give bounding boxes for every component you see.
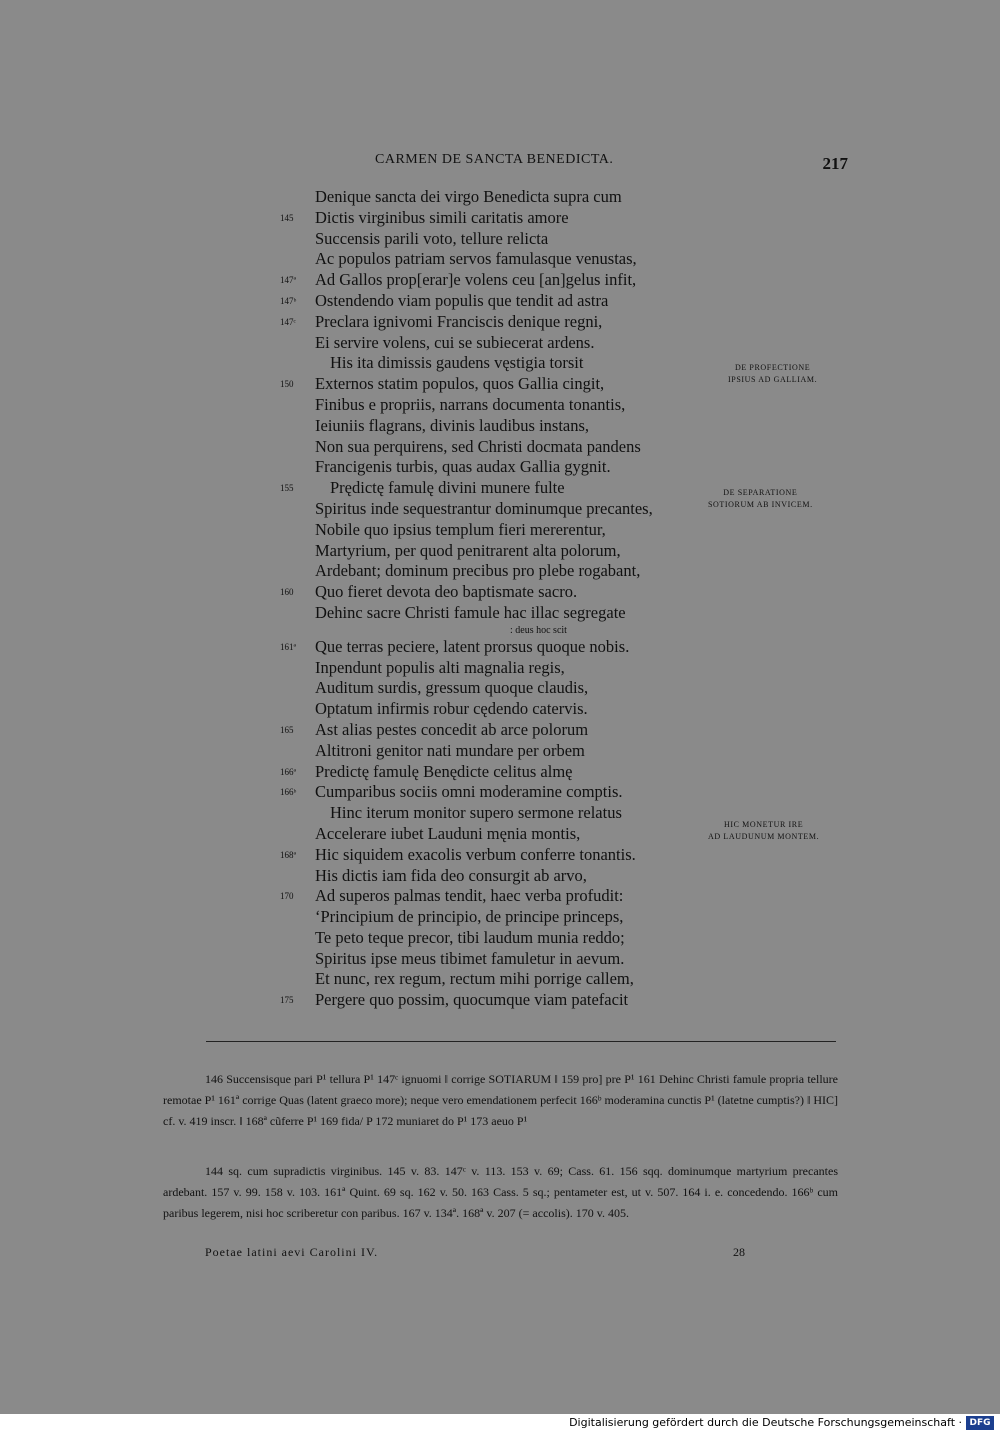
verse-line <box>280 845 710 866</box>
verse-line <box>280 624 710 637</box>
verse-number: 166ª <box>280 766 296 777</box>
verse-line <box>280 291 710 312</box>
verse-line <box>280 969 710 990</box>
critical-apparatus <box>163 1069 838 1132</box>
verse-number: 165 <box>280 724 294 735</box>
verse-number: 155 <box>280 483 294 494</box>
verse-line <box>280 249 710 270</box>
verse-text: Ad superos palmas tendit, haec verba profudit: <box>315 886 624 906</box>
side-note-line: IPSIUS AD GALLIAM. <box>728 375 818 384</box>
verse-text: Ardebant; dominum precibus pro plebe rogabant, <box>315 561 641 581</box>
verse-line <box>280 457 710 478</box>
verse-text: Ostendendo viam populis que tendit ad astra <box>315 290 609 310</box>
verse-line <box>280 353 710 374</box>
verse-line <box>280 333 710 354</box>
side-note-laudunum <box>708 819 819 843</box>
verse-number: 147ᶜ <box>280 316 296 327</box>
verse-text: Dehinc sacre Christi famule hac illac segregate <box>315 602 626 622</box>
verse-line <box>280 395 710 416</box>
verse-text: Spiritus inde sequestrantur dominumque precantes, <box>315 498 653 518</box>
verse-line <box>280 541 710 562</box>
verse-line <box>280 520 710 541</box>
side-note-line: DE SEPARATIONE <box>723 488 798 497</box>
verse-text: Quo fieret devota deo baptismate sacro. <box>315 582 578 602</box>
side-note-line: DE PROFECTIONE <box>734 363 811 372</box>
verse-number: 170 <box>280 891 294 902</box>
verse-line <box>280 187 710 208</box>
verse-text: Inpendunt populis alti magnalia regis, <box>315 657 565 677</box>
footnote-divider <box>206 1041 836 1042</box>
verse-text: Predictę famulę Benędicte celitus almę <box>315 761 573 781</box>
verse-text: Et nunc, rex regum, rectum mihi porrige callem, <box>315 969 634 989</box>
side-note-line: HIC MONETUR IRE <box>723 820 804 829</box>
verse-line <box>280 603 710 624</box>
verse-text: Non sua perquirens, sed Christi docmata pandens <box>315 436 641 456</box>
verse-text: Te peto teque precor, tibi laudum munia reddo; <box>315 927 625 947</box>
side-note-separatione <box>708 487 813 511</box>
source-notes <box>163 1161 838 1224</box>
verse-line <box>280 741 710 762</box>
verse-line <box>280 561 710 582</box>
verse-text: Que terras peciere, latent prorsus quoque nobis. <box>315 636 630 656</box>
verse-line <box>280 208 710 229</box>
page-number: 217 <box>822 154 848 173</box>
verse-line <box>280 886 710 907</box>
signature-number: 28 <box>733 1245 745 1259</box>
verse-line <box>280 824 710 845</box>
verse-line <box>280 437 710 458</box>
verse-text: Hinc iterum monitor supero sermone relatus <box>330 803 622 823</box>
verse-line <box>280 782 710 803</box>
verse-text: Martyrium, per quod penitrarent alta polorum, <box>315 540 621 560</box>
verse-line <box>280 416 710 437</box>
verse-text: Nobile quo ipsius templum fieri mererentur, <box>315 519 606 539</box>
verse-number: 150 <box>280 379 294 390</box>
verse-number: 147ª <box>280 275 296 286</box>
verse-text: Pergere quo possim, quocumque viam patefacit <box>315 990 629 1010</box>
verse-line <box>280 803 710 824</box>
verse-line <box>280 499 710 520</box>
verse-text: Spiritus ipse meus tibimet famuletur in aevum. <box>315 948 625 968</box>
verse-number: 160 <box>280 587 294 598</box>
sources-text: 144 sq. cum supradictis virginibus. 145 v. 83. 147ᶜ v. 113. 153 v. 69; Cass. 61. 156 sqq. dominumque martyrium precantes ardebant. 157 v. 99. 158 v. 103. 161ª Quint. 69 sq. 162 v. 50. 163 Cass. 5 sq.; pentameter est, ut v. 507. 164 i. e. concedendo. 166ᵇ cum paribus legerem, nisi hoc scriberetur con paribus. 167 v. 134ª. 168ª v. 207 (= accolis). 170 v. 405. <box>163 1164 838 1220</box>
verse-line <box>280 582 710 603</box>
verse-block <box>280 187 710 1011</box>
side-note-profectione <box>728 362 817 386</box>
verse-text: Externos statim populos, quos Gallia cingit, <box>315 374 605 394</box>
verse-number: 161ª <box>280 641 296 652</box>
verse-number: 175 <box>280 995 294 1006</box>
signature-line: Poetae latini aevi Carolini IV. <box>205 1245 379 1259</box>
verse-text: Succensis parili voto, tellure relicta <box>315 228 549 248</box>
funding-notice[interactable]: Digitalisierung gefördert durch die Deutsche Forschungsgemeinschaft · <box>569 1416 962 1429</box>
verse-text: Ad Gallos prop[erar]e volens ceu [an]gelus infit, <box>315 270 637 290</box>
footer-bar <box>0 1414 1000 1434</box>
verse-text: Accelerare iubet Lauduni męnia montis, <box>315 823 581 843</box>
dfg-logo-icon[interactable]: DFG <box>966 1416 994 1430</box>
running-title: CARMEN DE SANCTA BENEDICTA. <box>375 152 614 167</box>
verse-text: Ei servire volens, cui se subiecerat ardens. <box>315 332 595 352</box>
verse-text: Prędictę famulę divini munere fulte <box>330 478 565 498</box>
apparatus-text: 146 Succensisque pari P¹ tellura P¹ 147ᶜ ignuomi ‖ corrige SOTIARUM ‖ 159 pro] pre P¹ 161 Dehinc Christi famule propria tellure remotae P¹ 161ª corrige Quas (latent graeco more); neque vero emendationem perfecit 166ᵇ moderamina cunctis P¹ (latetne cumptis?) ‖ HIC] cf. v. 419 inscr. ‖ 168ª cũferre P¹ 169 fida/ P 172 muniaret do P¹ 173 aeuo P¹ <box>163 1072 839 1128</box>
verse-line <box>280 229 710 250</box>
verse-line <box>280 762 710 783</box>
verse-text: Dictis virginibus simili caritatis amore <box>315 207 569 227</box>
verse-line <box>280 658 710 679</box>
verse-text: Optatum infirmis robur cędendo catervis. <box>315 699 588 719</box>
verse-line <box>280 720 710 741</box>
verse-number: 147ᵇ <box>280 295 297 306</box>
verse-line <box>280 866 710 887</box>
verse-text: Ieiuniis flagrans, divinis laudibus instans, <box>315 415 590 435</box>
verse-text: His dictis iam fida deo consurgit ab arvo, <box>315 865 587 885</box>
verse-text: Preclara ignivomi Franciscis denique regni, <box>315 311 603 331</box>
verse-text: Finibus e propriis, narrans documenta tonantis, <box>315 394 626 414</box>
verse-line <box>280 678 710 699</box>
verse-line <box>280 312 710 333</box>
verse-text: Altitroni genitor nati mundare per orbem <box>315 740 585 760</box>
verse-line <box>280 699 710 720</box>
side-note-line: SOTIORUM AB INVICEM. <box>708 500 813 509</box>
verse-line <box>280 637 710 658</box>
verse-line <box>280 949 710 970</box>
verse-text: Denique sancta dei virgo Benedicta supra cum <box>315 187 622 206</box>
verse-number: 145 <box>280 212 294 223</box>
verse-number: 166ᵇ <box>280 787 297 798</box>
verse-line <box>280 478 710 499</box>
verse-text: ‘Principium de principio, de principe princeps, <box>315 907 624 927</box>
verse-number: 168ª <box>280 849 296 860</box>
verse-text: Hic siquidem exacolis verbum conferre tonantis. <box>315 844 636 864</box>
verse-line <box>280 374 710 395</box>
verse-line <box>280 990 710 1011</box>
verse-text: His ita dimissis gaudens vęstigia torsit <box>330 353 584 373</box>
interlinear-gloss: : deus hoc scit <box>510 624 567 636</box>
verse-line <box>280 928 710 949</box>
side-note-line: AD LAUDUNUM MONTEM. <box>708 832 820 841</box>
verse-line <box>280 907 710 928</box>
verse-line <box>280 270 710 291</box>
verse-text: Francigenis turbis, quas audax Gallia gygnit. <box>315 457 611 477</box>
verse-text: Cumparibus sociis omni moderamine comptis. <box>315 782 623 802</box>
verse-text: Auditum surdis, gressum quoque claudis, <box>315 678 589 698</box>
verse-text: Ac populos patriam servos famulasque venustas, <box>315 249 637 269</box>
verse-text: Ast alias pestes concedit ab arce polorum <box>315 719 589 739</box>
